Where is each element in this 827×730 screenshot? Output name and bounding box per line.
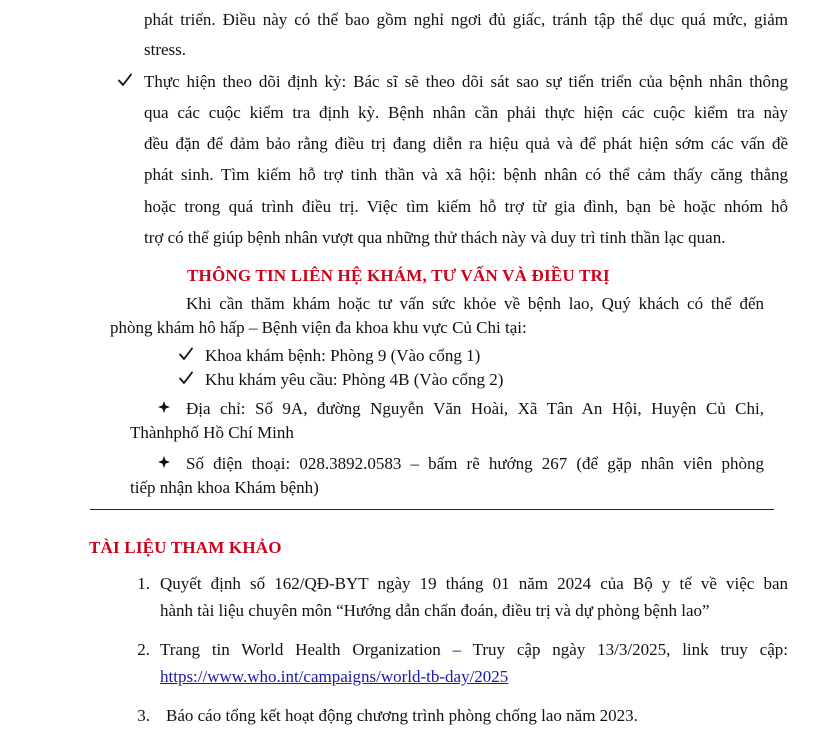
bullet1-line-1: phát triển. Điều này có thể bao gồm nghỉ ngơi đủ giấc, tránh tập thể dục quá mức, giảm: [144, 10, 788, 29]
reference-number-1: 1.: [137, 574, 150, 593]
diamond-bullet-icon: [157, 400, 171, 414]
diamond-bullet-icon: [157, 455, 171, 469]
check-icon: [178, 346, 194, 362]
bullet2-line-1: Thực hiện theo dõi định kỳ: Bác sĩ sẽ theo dõi sát sao sự tiến triển của bệnh nhân thông: [144, 72, 788, 91]
bullet2-line-3: đều đặn để đảm bảo rằng điều trị đang diễn ra hiệu quả và để phát hiện sớm các vấn đề: [144, 134, 788, 153]
address-line-2: Thànhphố Hồ Chí Minh: [130, 423, 294, 442]
room-item-2: Khu khám yêu cầu: Phòng 4B (Vào cổng 2): [205, 370, 504, 389]
references-heading: TÀI LIỆU THAM KHẢO: [89, 538, 282, 557]
address-line-1: Địa chỉ: Số 9A, đường Nguyễn Văn Hoài, Xã Tân An Hội, Huyện Củ Chi,: [186, 399, 764, 418]
reference-number-3: 3.: [137, 706, 150, 725]
contact-intro-line-1: Khi cần thăm khám hoặc tư vấn sức khỏe về bệnh lao, Quý khách có thể đến: [186, 294, 764, 313]
check-icon: [117, 72, 133, 88]
phone-line-1: Số điện thoại: 028.3892.0583 – bấm rẽ hướng 267 (để gặp nhân viên phòng: [186, 454, 764, 473]
bullet2-line-2: qua các cuộc kiểm tra định kỳ. Bệnh nhân cần phải thực hiện các cuộc kiểm tra này: [144, 103, 788, 122]
bullet1-line-2: stress.: [144, 40, 187, 59]
check-icon: [178, 370, 194, 386]
reference-1-line-1: Quyết định số 162/QĐ-BYT ngày 19 tháng 01 năm 2024 của Bộ y tế về việc ban: [160, 574, 788, 593]
reference-2-link[interactable]: https://www.who.int/campaigns/world-tb-day/2025: [160, 667, 509, 686]
reference-1-line-2: hành tài liệu chuyên môn “Hướng dẫn chẩn đoán, điều trị và dự phòng bệnh lao”: [160, 601, 710, 620]
reference-3-line-1: Báo cáo tổng kết hoạt động chương trình phòng chống lao năm 2023.: [166, 706, 638, 725]
room-item-1: Khoa khám bệnh: Phòng 9 (Vào cổng 1): [205, 346, 481, 365]
reference-number-2: 2.: [137, 640, 150, 659]
bullet2-line-5: hoặc trong quá trình điều trị. Việc tìm kiếm hỗ trợ từ gia đình, bạn bè hoặc nhóm hỗ: [144, 197, 788, 216]
contact-intro-line-2: phòng khám hô hấp – Bệnh viện đa khoa khu vực Củ Chi tại:: [110, 318, 527, 337]
reference-2-line-1: Trang tin World Health Organization – Truy cập ngày 13/3/2025, link truy cập:: [160, 640, 788, 659]
section-divider: [90, 509, 774, 510]
bullet2-line-4: phát sinh. Tìm kiếm hỗ trợ tinh thần và xã hội: bệnh nhân có thể cảm thấy căng thẳng: [144, 165, 788, 184]
contact-heading: THÔNG TIN LIÊN HỆ KHÁM, TƯ VẤN VÀ ĐIỀU TRỊ: [187, 266, 610, 285]
phone-line-2: tiếp nhận khoa Khám bệnh): [130, 478, 319, 497]
bullet2-line-6: trợ có thể giúp bệnh nhân vượt qua những thử thách này và duy trì tinh thần lạc quan.: [144, 228, 726, 247]
